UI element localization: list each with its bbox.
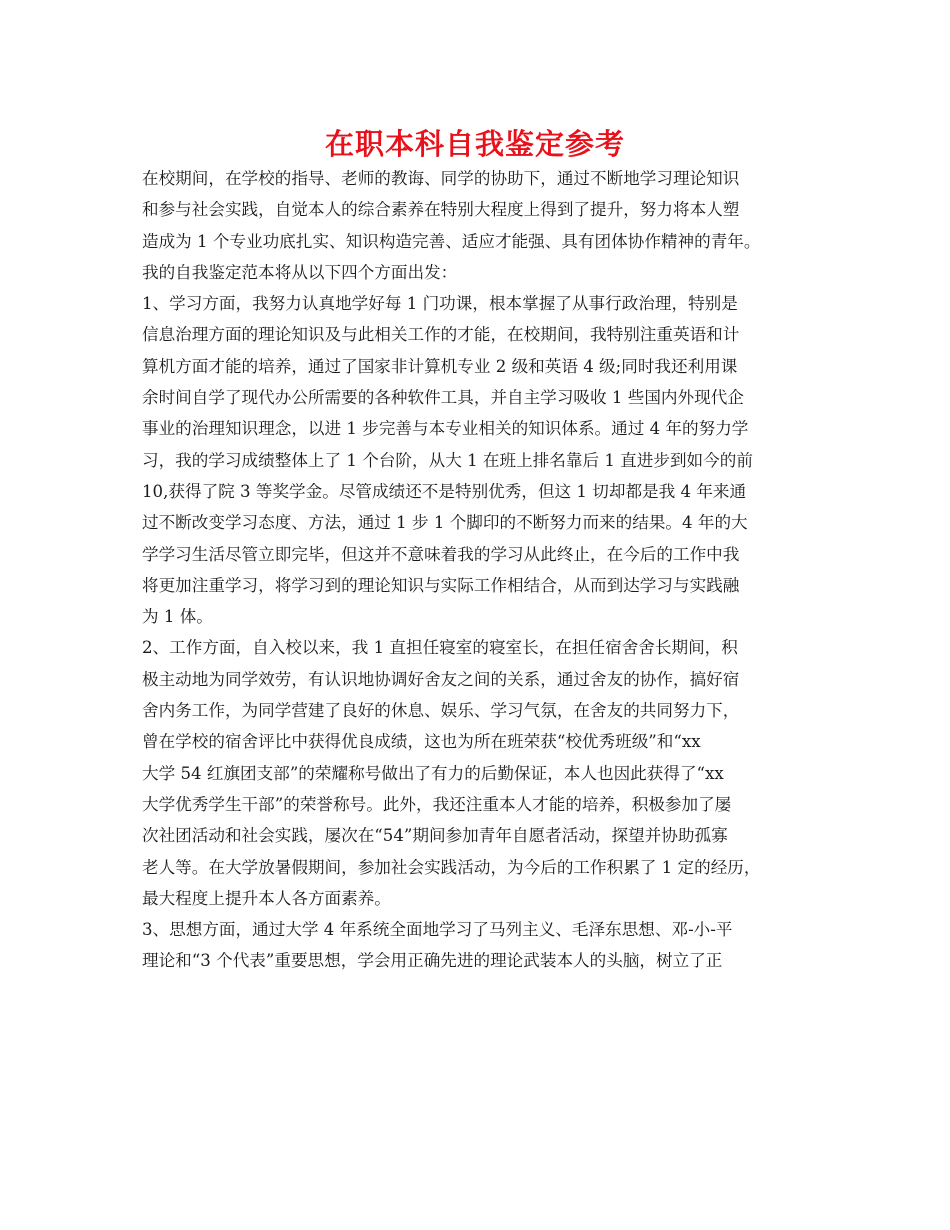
body-text-line: 习，我的学习成绩整体上了 1 个台阶，从大 1 在班上排名靠后 1 直进步到如今的前 [142,450,753,470]
body-text-line: 将更加注重学习，将学习到的理论知识与实际工作相结合，从而到达学习与实践融 [142,575,740,595]
body-text-line: 极主动地为同学效劳，有认识地协调好舍友之间的关系，通过舍友的协作，搞好宿 [142,669,740,689]
body-text-line: 事业的治理知识理念，以进 1 步完善与本专业相关的知识体系。通过 4 年的努力学 [142,419,749,439]
body-text-line: 曾在学校的宿舍评比中获得优良成绩，这也为所在班荣获“校优秀班级”和“xx [142,732,701,752]
body-text-line: 1、学习方面，我努力认真地学好每 1 门功课，根本掌握了从事行政治理，特别是 [142,294,738,314]
document-body [142,163,814,977]
body-text-line: 舍内务工作，为同学营建了良好的休息、娱乐、学习气氛，在舍友的共同努力下， [142,701,740,721]
body-text-line: 算机方面才能的培养，通过了国家非计算机专业 2 级和英语 4 级;同时我还利用课 [142,356,738,376]
body-text-line: 理论和“3 个代表”重要思想，学会用正确先进的理论武装本人的头脑，树立了正 [142,951,723,971]
body-text-line: 过不断改变学习态度、方法，通过 1 步 1 个脚印的不断努力而来的结果。4 年的大 [142,513,748,533]
body-text-line: 大学 54 红旗团支部”的荣耀称号做出了有力的后勤保证，本人也因此获得了“xx [142,763,724,783]
body-text-line: 10,获得了院 3 等奖学金。尽管成绩还不是特别优秀，但这 1 切却都是我 4 年来通 [142,481,747,501]
body-text-line: 次社团活动和社会实践，屡次在“54”期间参加青年自愿者活动，探望并协助孤寡 [142,826,728,846]
document-title: 在职本科自我鉴定参考 [324,127,625,161]
body-text-line: 最大程度上提升本人各方面素养。 [142,888,391,908]
body-text-line: 我的自我鉴定范本将从以下四个方面出发： [142,262,458,282]
body-text-line: 在校期间，在学校的指导、老师的教诲、同学的协助下，通过不断地学习理论知识 [142,169,740,188]
body-text-line: 3、思想方面，通过大学 4 年系统全面地学习了马列主义、毛泽东思想、邓-小-平 [142,920,733,940]
body-text-line: 造成为 1 个专业功底扎实、知识构造完善、适应才能强、具有团体协作精神的青年。 [142,231,761,251]
body-text-line: 和参与社会实践，自觉本人的综合素养在特别大程度上得到了提升，努力将本人塑 [142,200,740,220]
body-text-line: 为 1 体。 [142,607,213,627]
body-text-line: 学学习生活尽管立即完毕，但这并不意味着我的学习从此终止，在今后的工作中我 [142,544,740,564]
body-text-line: 2、工作方面，自入校以来，我 1 直担任寝室的寝室长，在担任宿舍舍长期间，积 [142,638,738,658]
body-text-line: 大学优秀学生干部”的荣誉称号。此外，我还注重本人才能的培养，积极参加了屡 [142,794,732,814]
body-text-line: 老人等。在大学放暑假期间，参加社会实践活动，为今后的工作积累了 1 定的经历， [142,857,761,877]
body-text-line: 信息治理方面的理论知识及与此相关工作的才能，在校期间，我特别注重英语和计 [142,325,740,345]
body-text-line: 余时间自学了现代办公所需要的各种软件工具，并自主学习吸收 1 些国内外现代企 [142,388,744,408]
